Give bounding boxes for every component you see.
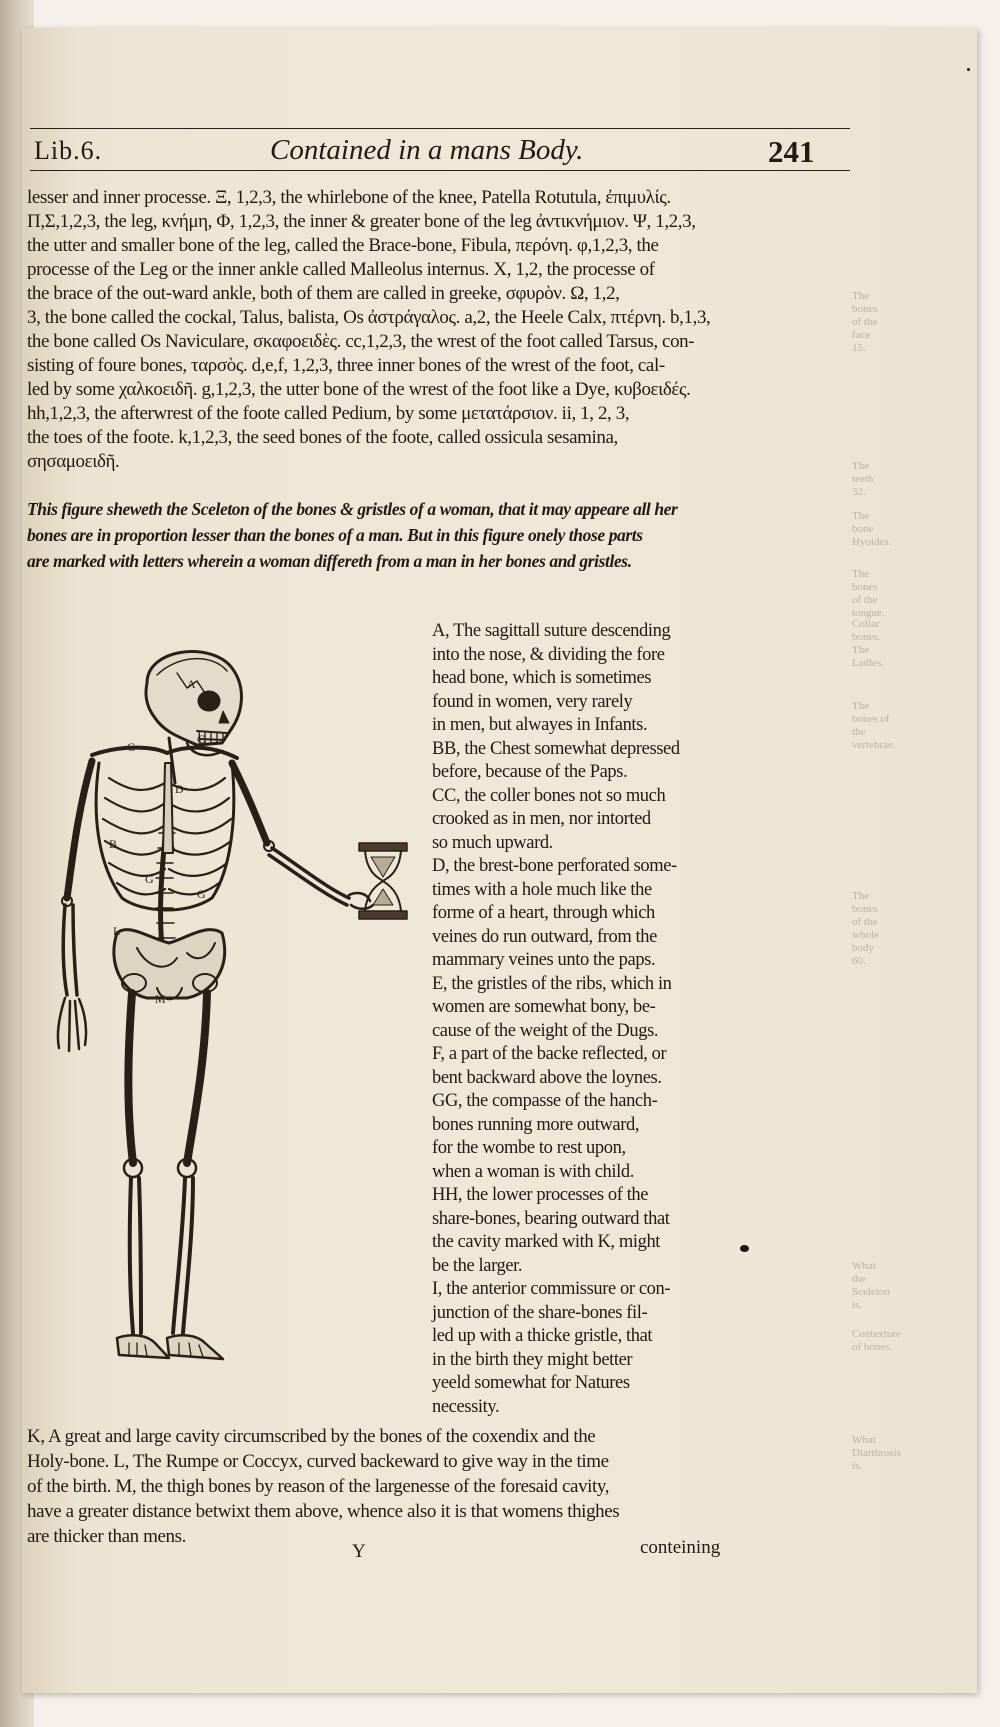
body-line: the bone called Os Naviculare, σκαφοειδὲς. cc,1,2,3, the wrest of the foot called Tarsus, con-	[27, 331, 695, 352]
legend-line: cause of the weight of the Dugs.	[432, 1020, 659, 1041]
legend-line: junction of the share-bones fil-	[432, 1302, 648, 1323]
body-line: Π,Σ,1,2,3, the leg, κνήμη, Φ, 1,2,3, the inner & greater bone of the leg ἀντικνήμιον. Ψ, 1,2,3,	[27, 211, 696, 232]
margin-note: The bone Hyoides.	[852, 510, 892, 548]
legend-line: for the wombe to rest upon,	[432, 1138, 626, 1158]
header-rule-top	[30, 128, 850, 129]
legend-line: before, because of the Paps.	[432, 762, 628, 782]
legend-line: HH, the lower processes of the	[432, 1185, 649, 1205]
legend-line: share-bones, bearing outward that	[432, 1208, 670, 1229]
caption-line: This figure sheweth the Sceleton of the bones & gristles of a woman, that it may appeare all her	[27, 499, 678, 519]
legend-line: mammary veines unto the paps.	[432, 950, 656, 970]
body-line: led by some χαλκοειδῆ. g,1,2,3, the utter bone of the wrest of the foot like a Dye, κυβοειδές.	[27, 379, 691, 400]
margin-note: What the Sceleton is.	[852, 1260, 890, 1311]
margin-note: The bones of the whole body 60.	[852, 890, 879, 967]
legend-line: into the nose, & dividing the fore	[432, 644, 665, 665]
caption-line: bones are in proportion lesser than the bones of a man. But in this figure onely those parts	[27, 525, 643, 545]
legend-line: GG, the compasse of the hanch-	[432, 1091, 658, 1111]
body-line: sisting of foure bones, ταρσὸς. d,e,f, 1,2,3, three inner bones of the wrest of the foot, cal-	[27, 355, 665, 376]
running-header	[30, 124, 850, 174]
hourglass-icon	[359, 843, 407, 919]
legend-line: D, the brest-bone perforated some-	[432, 856, 677, 876]
signature-mark: Y	[352, 1541, 366, 1562]
figure-label-a: A	[187, 677, 196, 691]
body-line: the toes of the foote. k,1,2,3, the seed bones of the foote, called ossicula sesamina,	[27, 427, 618, 448]
body-line: hh,1,2,3, the afterwrest of the foote called Pedium, by some μετατάρσιον. ii, 1, 2, 3,	[27, 403, 630, 424]
margin-note: The bones of the vertebrae.	[852, 700, 896, 751]
legs-illustration	[117, 993, 223, 1359]
legend-line: times with a hole much like the	[432, 879, 652, 900]
body-line: the utter and smaller bone of the leg, called the Brace-bone, Fibula, περόνη. φ,1,2,3, the	[27, 235, 659, 256]
margin-note: The bones of the tongue.	[852, 568, 885, 619]
legend-line: bones running more outward,	[432, 1114, 640, 1135]
legend-line: crooked as in men, nor intorted	[432, 809, 651, 829]
figure-label-m: M	[155, 992, 166, 1006]
margin-note: Contexture of bones.	[852, 1328, 901, 1353]
legend-line: E, the gristles of the ribs, which in	[432, 973, 672, 994]
legend-line: when a woman is with child.	[432, 1161, 634, 1182]
page-number: 241	[768, 134, 815, 169]
legend-line: A, The sagittall suture descending	[432, 621, 671, 641]
legend-line: head bone, which is sometimes	[432, 668, 652, 688]
margin-note: What Diarthrosis is.	[852, 1434, 901, 1472]
book-number: Lib.6.	[34, 136, 103, 165]
margin-note: The teeth 32.	[852, 460, 874, 498]
legend-line: be the larger.	[432, 1255, 523, 1276]
margin-note: Collar bones. The Ladles.	[852, 618, 885, 669]
ink-speck	[967, 68, 970, 71]
pelvis-illustration	[114, 930, 225, 1000]
legend-line: in men, but alwayes in Infants.	[432, 715, 648, 735]
caption-line: are marked with letters wherein a woman differeth from a man in her bones and gristles.	[27, 551, 632, 571]
figure-label-g: G	[197, 887, 206, 901]
legend-line: in the birth they might better	[432, 1349, 633, 1370]
legend-line: necessity.	[432, 1396, 500, 1417]
skeleton-woodcut-figure	[37, 643, 437, 1423]
figure-label-g: G	[145, 872, 154, 886]
body-line: the brace of the out-ward ankle, both of them are called in greeke, σφυρὸν. Ω, 1,2,	[27, 283, 620, 304]
body-line: σησαμοειδῆ.	[27, 451, 120, 472]
figure-caption	[27, 496, 762, 574]
body-line: processe of the Leg or the inner ankle called Malleolus internus. X, 1,2, the processe of	[27, 259, 655, 280]
legend-line: forme of a heart, through which	[432, 903, 655, 923]
figure-label-l: L	[113, 924, 121, 938]
body-line: lesser and inner processe. Ξ, 1,2,3, the whirlebone of the knee, Patella Rotutula, ἐπιμυλίς.	[27, 187, 671, 208]
legend-line: I, the anterior commissure or con-	[432, 1279, 671, 1299]
closing-line: Holy-bone. L, The Rumpe or Coccyx, curved backeward to give way in the time	[27, 1451, 609, 1472]
closing-line: K, A great and large cavity circumscribed by the bones of the coxendix and the	[27, 1426, 596, 1447]
body-line: 3, the bone called the cockal, Talus, balista, Os ἀστράγαλος. a,2, the Heele Calx, πτέρνη. b,1,3,	[27, 307, 711, 328]
catchword: conteining	[640, 1537, 721, 1558]
legend-line: veines do run outward, from the	[432, 926, 657, 947]
legend-line: so much upward.	[432, 832, 553, 853]
closing-line: are thicker than mens.	[27, 1526, 186, 1547]
book-page	[22, 28, 977, 1693]
closing-line: of the birth. M, the thigh bones by reason of the largenesse of the foresaid cavity,	[27, 1476, 610, 1497]
right-arm-illustration	[232, 763, 373, 909]
header-rule-bottom	[30, 170, 850, 171]
figure-label-d: D	[175, 782, 184, 796]
margin-note: The bones of the face 15.	[852, 290, 878, 354]
ink-blot	[740, 1245, 749, 1252]
running-title: Contained in a mans Body.	[270, 134, 584, 166]
figure-label-c: C	[197, 732, 206, 746]
figure-label-b: B	[109, 837, 118, 851]
legend-line: yeeld somewhat for Natures	[432, 1373, 630, 1393]
legend-line: bent backward above the loynes.	[432, 1067, 662, 1088]
left-arm-illustration	[58, 761, 92, 1051]
legend-line: led up with a thicke gristle, that	[432, 1326, 653, 1346]
legend-line: found in women, very rarely	[432, 691, 633, 712]
figure-label-c: C	[127, 740, 136, 754]
figure-legend	[432, 620, 772, 1419]
legend-line: BB, the Chest somewhat depressed	[432, 738, 680, 759]
legend-line: the cavity marked with K, might	[432, 1232, 661, 1252]
body-text	[27, 186, 762, 474]
legend-line: CC, the coller bones not so much	[432, 785, 666, 806]
skull-illustration	[146, 652, 242, 756]
legend-line: F, a part of the backe reflected, or	[432, 1044, 667, 1064]
closing-line: have a greater distance betwixt them above, whence also it is that womens thighes	[27, 1501, 620, 1522]
closing-paragraph	[27, 1424, 762, 1549]
legend-line: women are somewhat bony, be-	[432, 997, 656, 1017]
